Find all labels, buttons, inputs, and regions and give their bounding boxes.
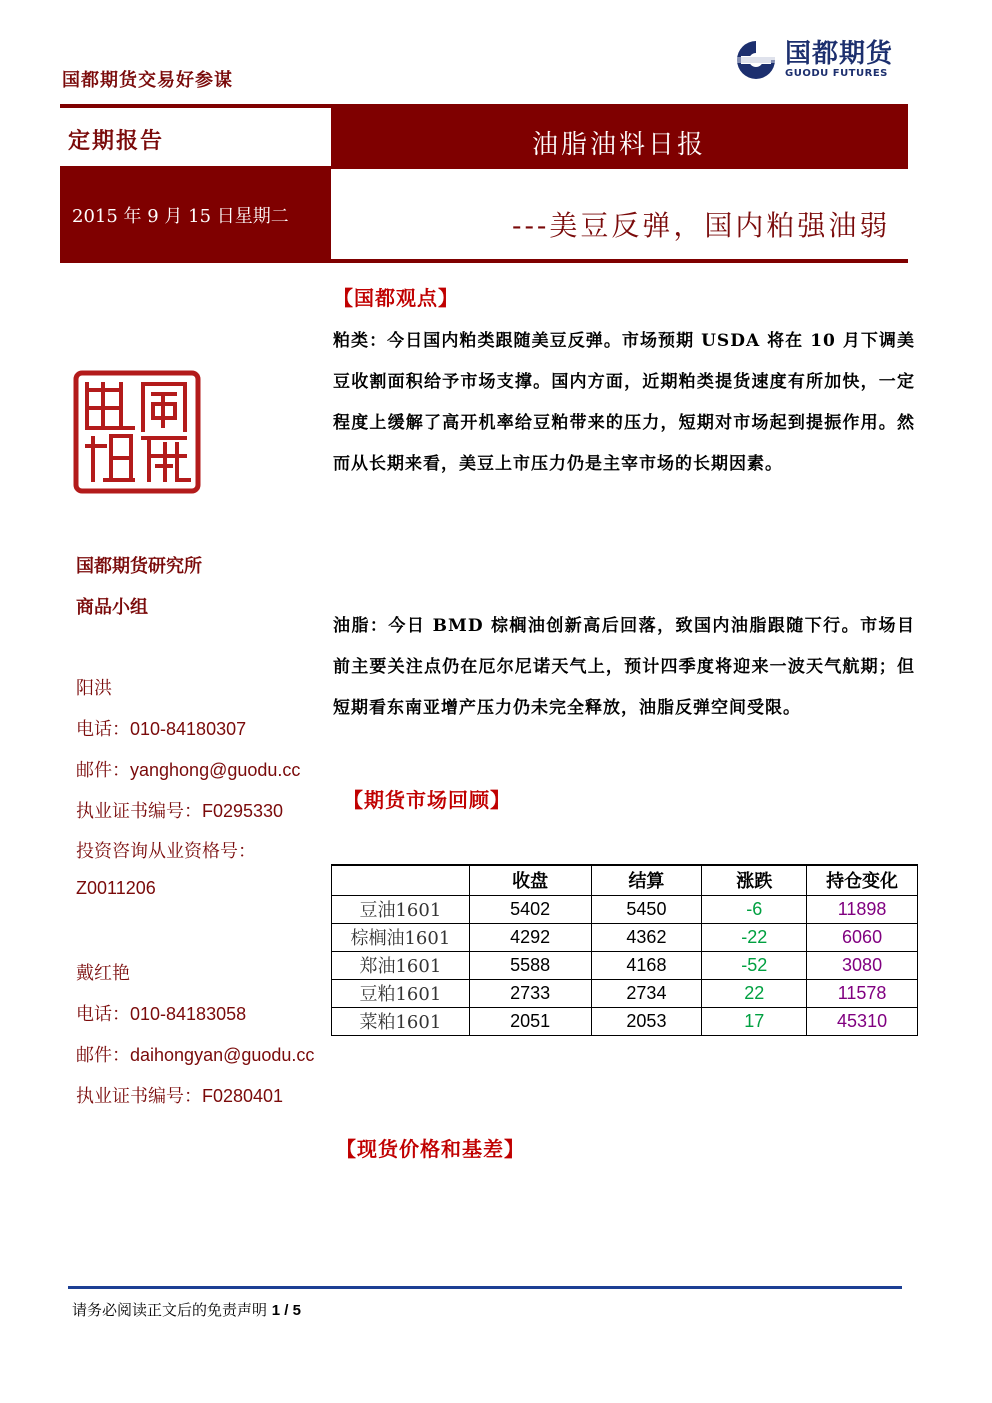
contract-name: 郑油1601 — [332, 951, 470, 979]
email-link[interactable]: daihongyan@guodu.cc — [130, 1045, 315, 1065]
consult-number: Z0011206 — [76, 878, 156, 898]
email-label: 邮件： — [76, 760, 130, 781]
column-header: 涨跌 — [702, 865, 807, 895]
page-number: 1 / 5 — [271, 1302, 301, 1319]
cert-label: 执业证书编号： — [76, 1086, 202, 1107]
analyst-email — [76, 1041, 314, 1067]
company-tagline: 国都期货交易好参谋 — [62, 70, 233, 91]
column-header: 收盘 — [469, 865, 591, 895]
cert-label: 执业证书编号： — [76, 801, 202, 822]
futures-market-table — [331, 864, 918, 1036]
contract-name: 菜粕1601 — [332, 1007, 470, 1035]
close-price: 2051 — [469, 1007, 591, 1035]
analyst-cert — [76, 797, 283, 823]
email-link[interactable]: yanghong@guodu.cc — [130, 760, 301, 780]
column-header — [332, 865, 470, 895]
close-price: 5402 — [469, 895, 591, 923]
table-row — [332, 895, 918, 923]
seal-stamp-image — [73, 370, 201, 494]
header-divider — [60, 259, 908, 263]
phone-label: 电话： — [76, 1004, 130, 1025]
email-label: 邮件： — [76, 1045, 130, 1066]
cert-number: F0280401 — [202, 1086, 284, 1106]
price-change: -6 — [702, 895, 807, 923]
analyst-name: 戴红艳 — [76, 963, 130, 984]
analyst-name: 阳洪 — [76, 678, 112, 699]
phone-label: 电话： — [76, 719, 130, 740]
guodu-logo — [733, 37, 905, 83]
close-price: 4292 — [469, 923, 591, 951]
table-row — [332, 923, 918, 951]
contract-name: 豆油1601 — [332, 895, 470, 923]
close-price: 5588 — [469, 951, 591, 979]
view-section-title: 【国都观点】 — [333, 286, 459, 310]
research-group: 商品小组 — [76, 597, 148, 618]
settle-price: 4168 — [591, 951, 702, 979]
settle-price: 4362 — [591, 923, 702, 951]
open-interest-change: 11578 — [807, 979, 918, 1007]
disclaimer-text: 请务必阅读正文后的免责声明 — [72, 1301, 268, 1319]
logo-chinese-name: 国都期货 — [785, 39, 894, 69]
analyst-phone — [76, 715, 246, 741]
oil-commentary: 油脂：今日 BMD 棕榈油创新高后回落，致国内油脂跟随下行。市场目前主要关注点仍在厄尔尼诺天气上，预计四季度将迎来一波天气航期；但短期看东南亚增产压力仍未完全释放，油脂反弹空间受限。 — [333, 616, 915, 718]
meal-commentary: 粕类：今日国内粕类跟随美豆反弹。市场预期 USDA 将在 10 月下调美豆收割面积给予市场支撑。国内方面，近期粕类提货速度有所加快，一定程度上缓解了高开机率给豆粕带来的压力，短期对市场起到提振作用。然而从长期来看，美豆上市压力仍是主宰市场的长期因素。 — [333, 331, 915, 474]
report-title: 油脂油料日报 — [532, 130, 707, 160]
analyst-consult-label: 投资咨询从业资格号： — [76, 841, 256, 862]
research-institute: 国都期货研究所 — [76, 556, 202, 577]
phone-number: 010-84183058 — [130, 1004, 247, 1024]
close-price: 2733 — [469, 979, 591, 1007]
guodu-logo-icon — [733, 37, 779, 83]
open-interest-change: 6060 — [807, 923, 918, 951]
price-change: -52 — [702, 951, 807, 979]
table-row — [332, 979, 918, 1007]
settle-price: 5450 — [591, 895, 702, 923]
contract-name: 豆粕1601 — [332, 979, 470, 1007]
table-row — [332, 951, 918, 979]
market-section-title: 【期货市场回顾】 — [343, 788, 511, 812]
settle-price: 2053 — [591, 1007, 702, 1035]
logo-english-name: GUODU FUTURES — [785, 68, 888, 79]
report-date: 2015 年 9 月 15 日星期二 — [72, 206, 289, 227]
analyst-consult-number — [76, 878, 156, 899]
analyst-phone — [76, 1000, 246, 1026]
spot-section-title: 【现货价格和基差】 — [336, 1137, 525, 1161]
table-row — [332, 1007, 918, 1035]
report-subtitle: ---美豆反弹，国内粕强油弱 — [512, 209, 891, 242]
price-change: -22 — [702, 923, 807, 951]
phone-number: 010-84180307 — [130, 719, 247, 739]
analyst-cert — [76, 1082, 283, 1108]
footer-divider — [68, 1286, 902, 1289]
contract-name: 棕榈油1601 — [332, 923, 470, 951]
price-change: 17 — [702, 1007, 807, 1035]
open-interest-change: 45310 — [807, 1007, 918, 1035]
cert-number: F0295330 — [202, 801, 284, 821]
analyst-email — [76, 756, 300, 782]
footer-disclaimer — [72, 1299, 301, 1320]
table-header-row — [332, 865, 918, 895]
report-type-label: 定期报告 — [68, 128, 165, 154]
settle-price: 2734 — [591, 979, 702, 1007]
column-header: 持仓变化 — [807, 865, 918, 895]
price-change: 22 — [702, 979, 807, 1007]
open-interest-change: 3080 — [807, 951, 918, 979]
open-interest-change: 11898 — [807, 895, 918, 923]
column-header: 结算 — [591, 865, 702, 895]
